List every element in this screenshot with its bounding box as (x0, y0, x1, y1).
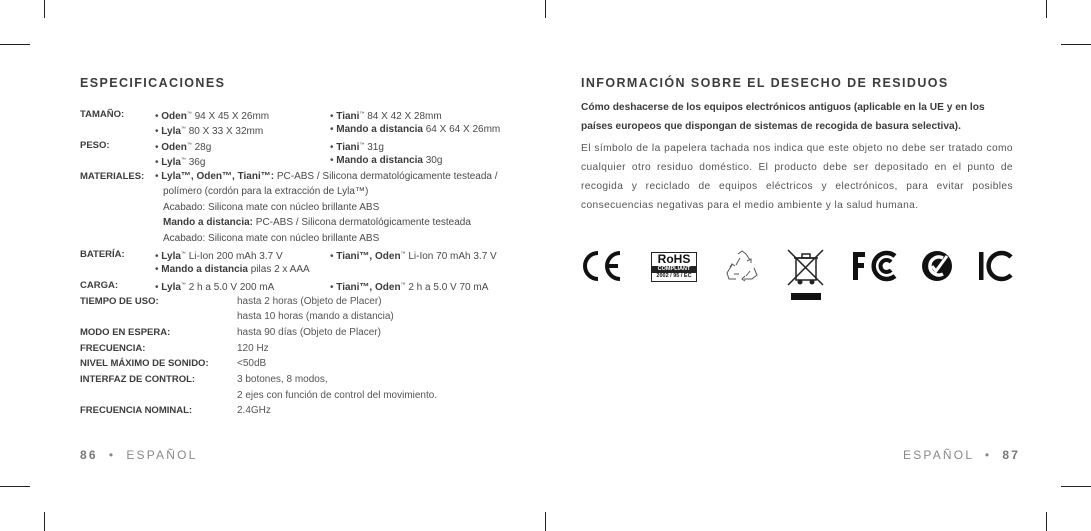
left-footer (80, 448, 198, 462)
materials-line-2: polímero (cordón para la extracción de Lyla™) (163, 186, 369, 197)
footer-language-left: ESPAÑOL (126, 448, 198, 462)
right-footer (903, 448, 1020, 462)
crop-mark (1046, 0, 1047, 18)
footer-bullet: • (984, 448, 992, 462)
product-name: Oden (161, 142, 187, 153)
rohs-compliant: COMPLIANT (652, 266, 696, 273)
crop-mark (0, 44, 30, 45)
control-interface-label: INTERFAZ DE CONTROL: (80, 374, 196, 385)
charge-tiani-oden: • Tiani™, Oden™ 2 h a 5.0 V 70 mA (330, 282, 489, 293)
sound-level-label: NIVEL MÁXIMO DE SONIDO: (80, 358, 209, 369)
product-name: Tiani™, Oden (336, 282, 401, 293)
product-name: Oden (161, 111, 187, 122)
rohs-icon (651, 252, 697, 282)
crop-mark (1046, 512, 1047, 531)
ic-icon (977, 250, 1013, 282)
size-lyla: • Lyla™ 80 X 33 X 32mm (155, 126, 264, 137)
product-name: Tiani (336, 142, 360, 153)
weight-tiani: • Tiani™ 31g (330, 142, 384, 153)
recycle-icon (724, 248, 760, 284)
battery-label: BATERÍA: (80, 249, 125, 260)
weight-lyla: • Lyla™ 36g (155, 157, 206, 168)
crop-mark (44, 0, 45, 18)
usage-time-value-1: hasta 2 horas (Objeto de Placer) (237, 296, 382, 307)
waste-disposal-heading: INFORMACIÓN SOBRE EL DESECHO DE RESIDUOS (581, 76, 949, 90)
weight-value: 28g (191, 142, 212, 153)
frequency-label: FRECUENCIA: (80, 343, 146, 354)
product-name: Lyla (161, 282, 181, 293)
materials-line-1: • Lyla™, Oden™, Tiani™: PC-ABS / Silicona dermatológicamente testeada / (155, 171, 498, 182)
weight-value: 31g (364, 142, 384, 153)
product-names: Lyla™, Oden™, Tiani™: (161, 171, 275, 182)
rohs-directive: 2002 / 95 / EC (656, 273, 692, 279)
size-value: 64 X 64 X 26mm (422, 124, 501, 135)
footer-language-right: ESPAÑOL (903, 448, 974, 462)
control-interface-value-1: 3 botones, 8 modos, (237, 374, 328, 385)
product-name: Mando a distancia: (163, 217, 254, 228)
charge-lyla: • Lyla™ 2 h a 5.0 V 200 mA (155, 282, 275, 293)
materials-label: MATERIALES: (80, 171, 145, 182)
materials-value: PC-ABS / Silicona dermatológicamente testeada (253, 217, 471, 228)
materials-line-4 (163, 215, 471, 231)
size-value: 80 X 33 X 32mm (185, 126, 264, 137)
product-name: Tiani (336, 111, 360, 122)
battery-value: Li-Ion 200 mAh 3.7 V (185, 251, 283, 262)
product-name: Mando a distancia (336, 155, 423, 166)
crop-mark (0, 486, 30, 487)
weee-bin-icon (786, 248, 826, 302)
weight-oden: • Oden™ 28g (155, 142, 212, 153)
usage-time-label: TIEMPO DE USO: (80, 296, 159, 307)
product-name: Lyla (161, 126, 181, 137)
size-remote: • Mando a distancia 64 X 64 X 26mm (330, 124, 501, 135)
weight-value: 30g (422, 155, 443, 166)
materials-line-3: Acabado: Silicona mate con núcleo brillante ABS (163, 202, 380, 213)
product-name: Mando a distancia (336, 124, 423, 135)
nominal-frequency-label: FRECUENCIA NOMINAL: (80, 405, 193, 416)
crop-mark (1061, 44, 1091, 45)
weight-remote: • Mando a distancia 30g (330, 155, 443, 166)
disposal-intro-bold: Cómo deshacerse de los equipos electrónicos antiguos (aplicable en la UE y en los países europeos que dispongan de sistemas de recogida de basura selectiva). (581, 102, 985, 132)
frequency-value: 120 Hz (237, 343, 269, 354)
weight-value: 36g (185, 157, 206, 168)
specifications-heading: ESPECIFICACIONES (80, 76, 226, 90)
footer-bullet: • (108, 448, 116, 462)
charge-label: CARGA: (80, 280, 118, 291)
product-name: Lyla (161, 251, 181, 262)
weight-label: PESO: (80, 140, 110, 151)
battery-remote: • Mando a distancia pilas 2 x AAA (155, 264, 310, 275)
size-tiani: • Tiani™ 84 X 42 X 28mm (330, 111, 442, 122)
product-name: Mando a distancia (161, 264, 248, 275)
control-interface-value-2: 2 ejes con función de control del movimiento. (237, 390, 438, 401)
c-tick-icon (921, 250, 953, 282)
crop-mark (545, 0, 546, 18)
sound-level-value: <50dB (237, 358, 267, 369)
rohs-title: RoHS (657, 252, 691, 266)
materials-line-5: Acabado: Silicona mate con núcleo brillante ABS (163, 233, 380, 244)
size-oden: • Oden™ 94 X 45 X 26mm (155, 111, 270, 122)
disposal-paragraph: El símbolo de la papelera tachada nos indica que este objeto no debe ser tratado como cualquier otro residuo doméstico. El producto debe ser depositado en el punto de recogida y reciclado de equipos eléctricos y electrónicos, para evitar posibles consecuencias negativas para el medio ambiente y la salud humana. (581, 143, 1013, 211)
battery-lyla: • Lyla™ Li-Ion 200 mAh 3.7 V (155, 251, 283, 262)
nominal-frequency-value: 2.4GHz (237, 405, 271, 416)
battery-value: pilas 2 x AAA (247, 264, 310, 275)
page-number-left: 86 (80, 448, 98, 462)
charge-value: 2 h a 5.0 V 70 mA (405, 282, 489, 293)
battery-tiani-oden: • Tiani™, Oden™ Li-Ion 70 mAh 3.7 V (330, 251, 497, 262)
standby-label: MODO EN ESPERA: (80, 327, 171, 338)
materials-value: PC-ABS / Silicona dermatológicamente testeada / (274, 171, 498, 182)
size-label: TAMAÑO: (80, 109, 125, 120)
ce-mark-icon (581, 250, 623, 282)
battery-value: Li-Ion 70 mAh 3.7 V (405, 251, 497, 262)
product-name: Tiani™, Oden (336, 251, 401, 262)
size-value: 94 X 45 X 26mm (191, 111, 270, 122)
size-value: 84 X 42 X 28mm (364, 111, 442, 122)
page-number-right: 87 (1002, 448, 1021, 462)
crop-mark (1061, 486, 1091, 487)
fcc-icon (851, 250, 897, 282)
product-name: Lyla (161, 157, 181, 168)
crop-mark (545, 512, 546, 531)
crop-mark (44, 512, 45, 531)
standby-value: hasta 90 días (Objeto de Placer) (237, 327, 381, 338)
charge-value: 2 h a 5.0 V 200 mA (185, 282, 275, 293)
usage-time-value-2: hasta 10 horas (mando a distancia) (237, 311, 394, 322)
